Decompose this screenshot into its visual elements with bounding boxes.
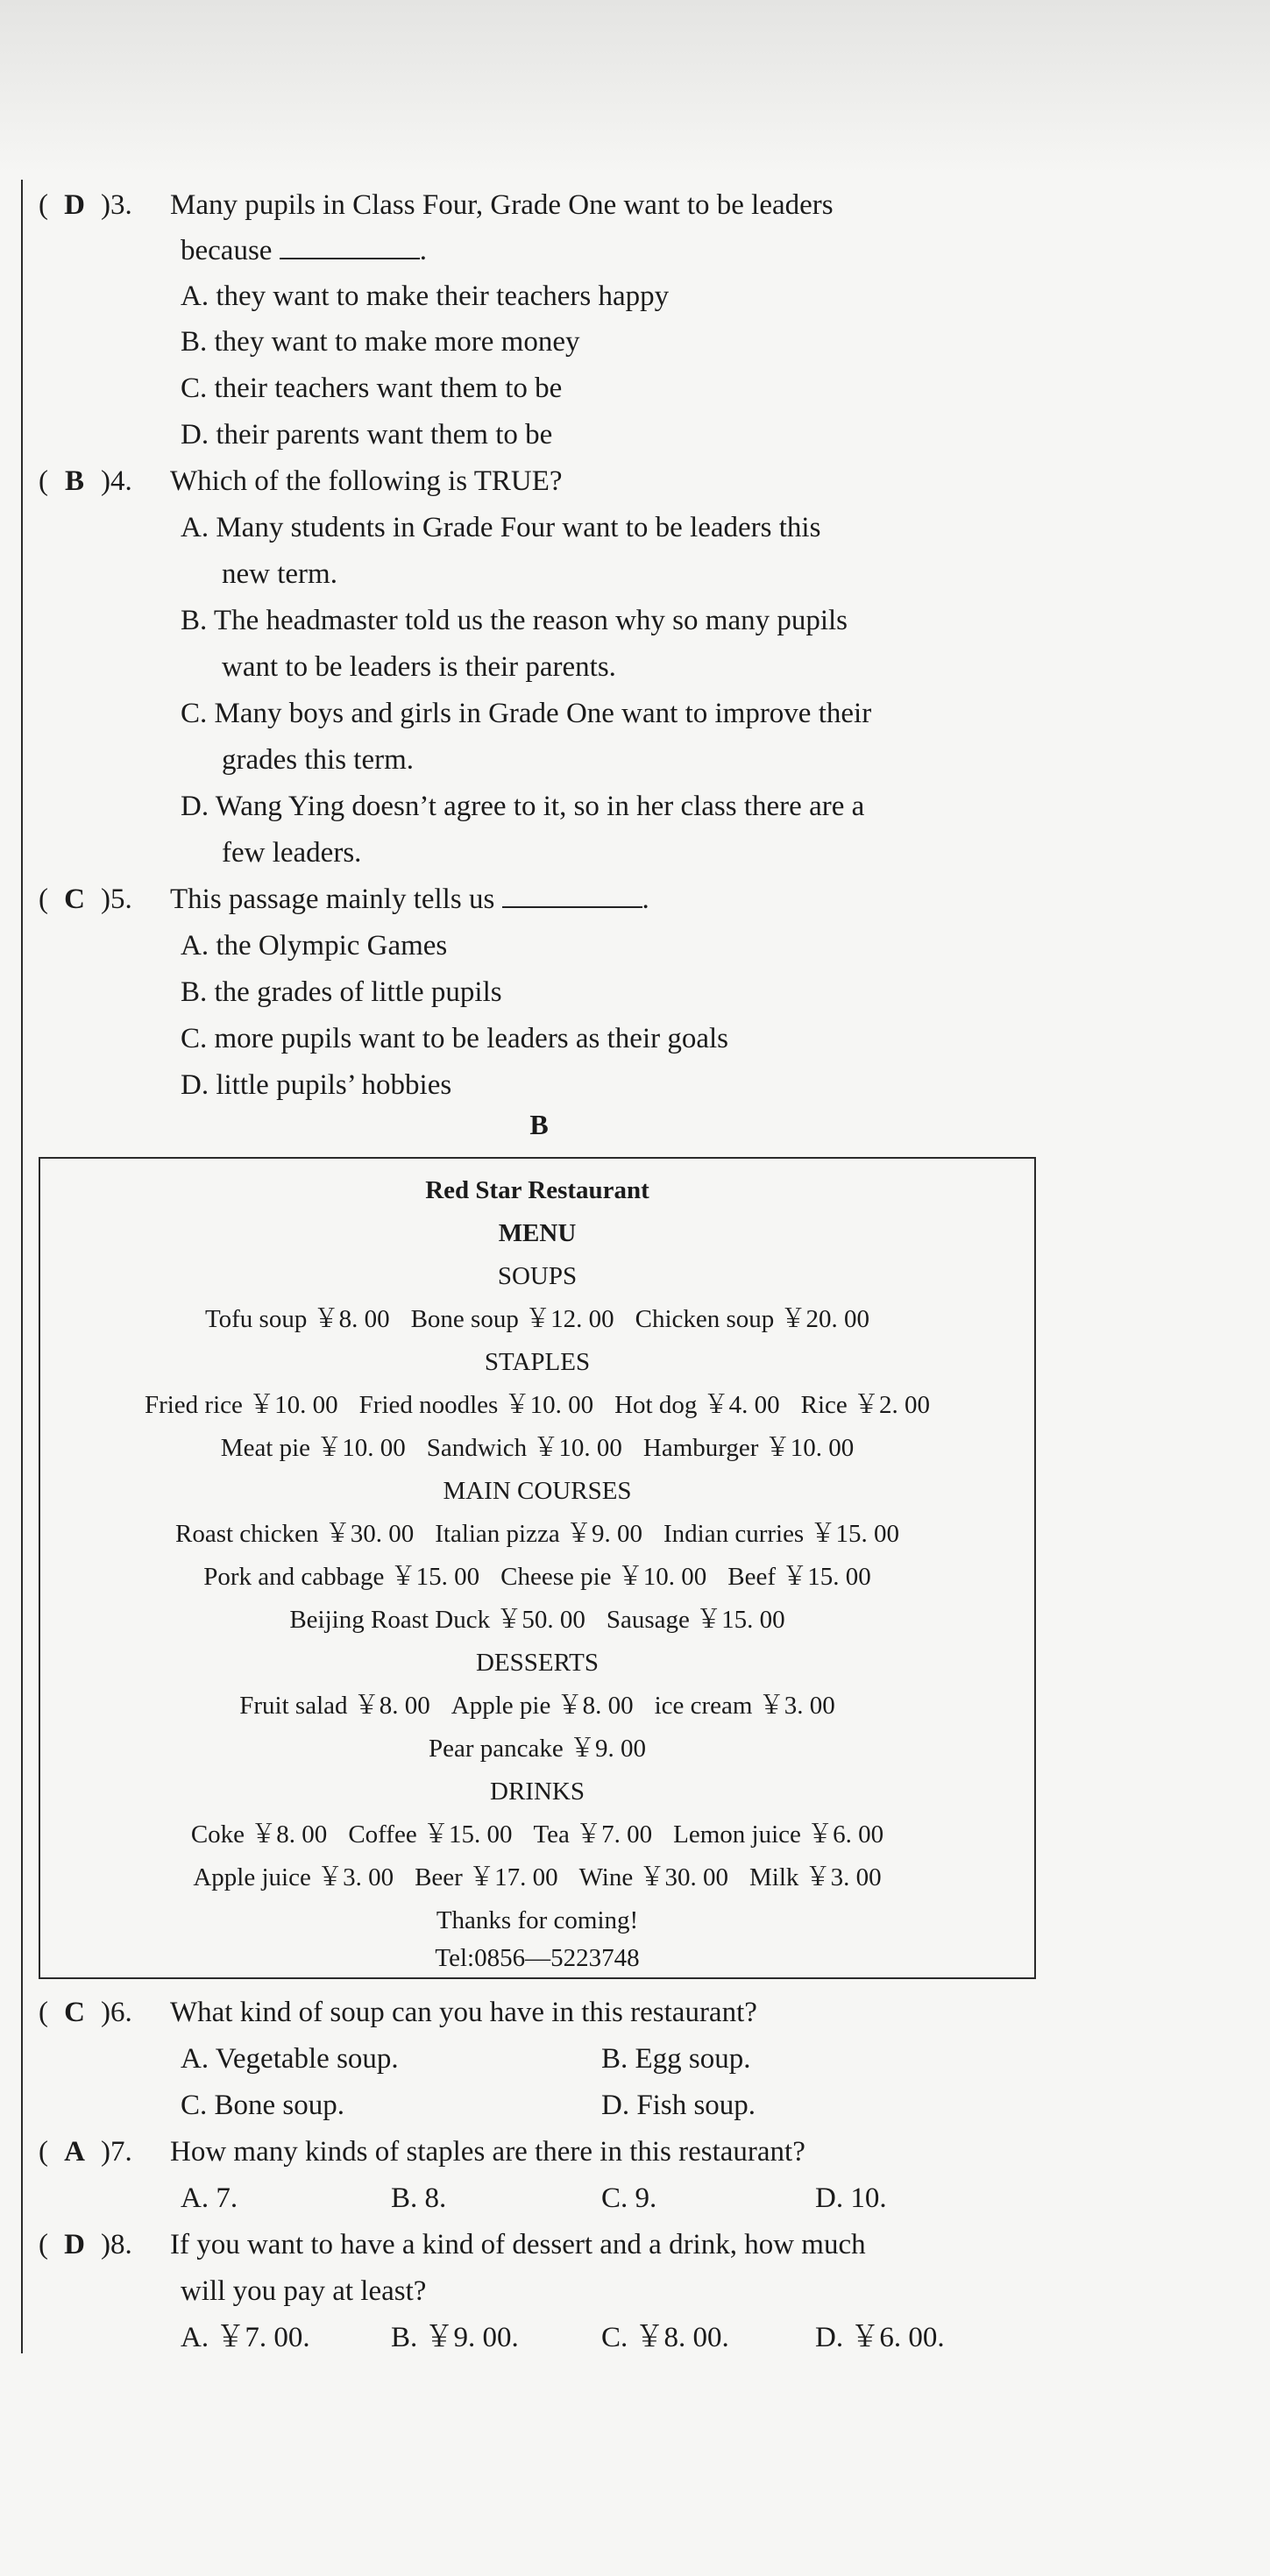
answer-6: C [64,1997,85,2028]
menu-item: Indian curries ￥15. 00 [663,1520,899,1548]
q8-option-c: C. ￥8. 00. [601,2322,729,2353]
menu-item: Fried rice ￥10. 00 [144,1391,338,1419]
q5-option-a: A. the Olympic Games [181,930,448,962]
staples-row-2 [40,1427,1034,1469]
menu-item: Hot dog ￥4. 00 [614,1391,780,1419]
q8-option-d: D. ￥6. 00. [815,2322,945,2353]
scan-shadow [0,0,1270,175]
menu-item: Coffee ￥15. 00 [348,1820,513,1849]
q4-option-a-cont: new term. [222,558,337,590]
question-5-stem: This passage mainly tells us [170,884,495,915]
main-row-1 [40,1513,1034,1555]
menu-item: Sausage ￥15. 00 [606,1606,785,1634]
menu-heading: MENU [498,1219,577,1247]
q6-option-b: B. Egg soup. [601,2043,751,2075]
answer-4: B [64,465,84,497]
menu-item: Cheese pie ￥10. 00 [500,1563,707,1591]
q5-option-b: B. the grades of little pupils [181,976,502,1008]
soups-title: SOUPS [497,1262,578,1290]
desserts-row-2 [40,1728,1034,1770]
drinks-title: DRINKS [490,1778,585,1806]
answer-3: D [64,189,85,221]
menu-item: Pear pancake ￥9. 00 [428,1735,646,1763]
menu-item: Beijing Roast Duck ￥50. 00 [289,1606,585,1634]
menu-item: Sandwich ￥10. 00 [426,1434,622,1462]
question-7: ( A )7. How many kinds of staples are there in this restaurant? [39,2129,805,2175]
drinks-row-1 [40,1813,1034,1856]
margin-line [21,180,23,2353]
staples-row-1 [40,1384,1034,1426]
q3-option-c: C. their teachers want them to be [181,373,563,404]
question-8-stem-cont: will you pay at least? [181,2275,427,2307]
answer-5: C [64,884,85,915]
menu-item: Fried noodles ￥10. 00 [358,1391,594,1419]
q4-option-b-cont: want to be leaders is their parents. [222,651,616,683]
q6-option-c: C. Bone soup. [181,2090,345,2121]
q7-option-a: A. 7. [181,2182,238,2214]
menu-item: Wine ￥30. 00 [578,1863,728,1891]
menu-item: Pork and cabbage ￥15. 00 [203,1563,480,1591]
menu-item: Apple juice ￥3. 00 [193,1863,394,1891]
q7-option-c: C. 9. [601,2182,657,2214]
q5-option-c: C. more pupils want to be leaders as their goals [181,1023,729,1054]
menu-item: ice cream ￥3. 00 [654,1692,835,1720]
question-8-stem: If you want to have a kind of dessert and a drink, how much [170,2229,866,2260]
question-4: ( B )4. Which of the following is TRUE? [39,458,563,504]
desserts-title: DESSERTS [475,1649,600,1677]
main-row-3 [40,1599,1034,1641]
menu-item: Hamburger ￥10. 00 [642,1434,855,1462]
restaurant-name: Red Star Restaurant [425,1176,649,1204]
q7-option-b: B. 8. [391,2182,447,2214]
q8-option-a: A. ￥7. 00. [181,2322,310,2353]
answer-7: A [64,2136,85,2168]
question-3: ( D )3. Many pupils in Class Four, Grade One want to be leaders [39,182,834,228]
menu-item: Tea ￥7. 00 [533,1820,653,1849]
staples-title: STAPLES [484,1348,591,1376]
main-courses-title: MAIN COURSES [443,1477,632,1505]
soups-row [40,1298,1034,1340]
question-3-stem: Many pupils in Class Four, Grade One want to be leaders [170,189,834,221]
q3-option-d: D. their parents want them to be [181,419,553,451]
q5-option-d: D. little pupils’ hobbies [181,1069,452,1101]
telephone-line: Tel:0856—5223748 [435,1944,640,1972]
question-4-stem: Which of the following is TRUE? [170,465,563,497]
question-7-stem: How many kinds of staples are there in this restaurant? [170,2136,805,2168]
menu-item: Meat pie ￥10. 00 [220,1434,406,1462]
question-8: ( D )8. If you want to have a kind of dessert and a drink, how much [39,2222,866,2267]
menu-item: Bone soup ￥12. 00 [410,1305,614,1333]
menu-item: Beef ￥15. 00 [727,1563,871,1591]
q4-option-d: D. Wang Ying doesn’t agree to it, so in her class there are a [181,791,865,822]
thanks-line: Thanks for coming! [436,1906,639,1934]
q4-option-c-cont: grades this term. [222,744,415,776]
menu-item: Apple pie ￥8. 00 [451,1692,634,1720]
menu-item: Rice ￥2. 00 [800,1391,931,1419]
answer-blank [280,231,420,259]
drinks-row-2 [40,1856,1034,1898]
menu-box [39,1157,1036,1979]
q7-option-d: D. 10. [815,2182,887,2214]
q6-option-d: D. Fish soup. [601,2090,756,2121]
question-3-stem-cont: because . [181,228,427,273]
q4-option-a: A. Many students in Grade Four want to be leaders this [181,512,821,543]
desserts-row-1 [40,1685,1034,1727]
q4-option-d-cont: few leaders. [222,837,362,869]
q4-option-c: C. Many boys and girls in Grade One want to improve their [181,698,872,729]
menu-item: Roast chicken ￥30. 00 [175,1520,415,1548]
q3-option-a: A. they want to make their teachers happy [181,280,670,312]
menu-item: Chicken soup ￥20. 00 [635,1305,870,1333]
question-6-stem: What kind of soup can you have in this restaurant? [170,1997,757,2028]
menu-item: Beer ￥17. 00 [415,1863,558,1891]
main-row-2 [40,1556,1034,1598]
menu-item: Lemon juice ￥6. 00 [673,1820,884,1849]
menu-item: Tofu soup ￥8. 00 [204,1305,390,1333]
question-5: ( C )5. This passage mainly tells us . [39,876,649,922]
menu-item: Coke ￥8. 00 [190,1820,328,1849]
q3-option-b: B. they want to make more money [181,326,580,358]
question-6: ( C )6. What kind of soup can you have in this restaurant? [39,1990,757,2035]
answer-8: D [64,2229,85,2260]
answer-blank [502,880,642,908]
q4-option-b: B. The headmaster told us the reason why so many pupils [181,605,848,636]
menu-item: Milk ￥3. 00 [749,1863,882,1891]
menu-item: Fruit salad ￥8. 00 [239,1692,430,1720]
q8-option-b: B. ￥9. 00. [391,2322,519,2353]
q6-option-a: A. Vegetable soup. [181,2043,399,2075]
menu-item: Italian pizza ￥9. 00 [435,1520,642,1548]
section-label: B [529,1109,549,1140]
